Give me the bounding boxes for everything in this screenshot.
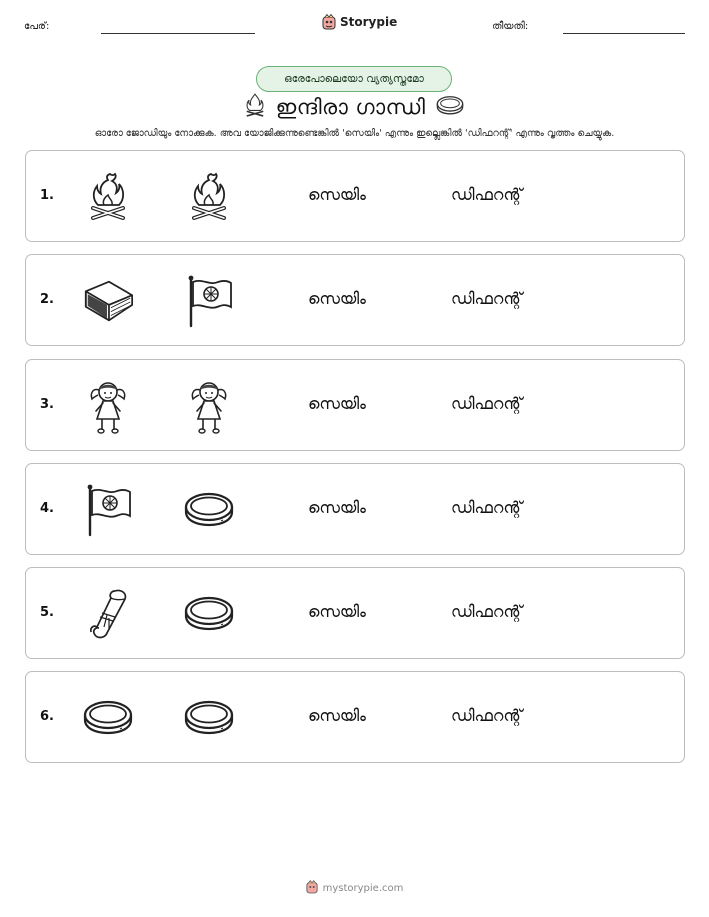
question-list bbox=[25, 150, 685, 776]
page-title: ഇന്ദിരാ ഗാന്ധി bbox=[275, 94, 426, 119]
flag-icon bbox=[181, 273, 237, 329]
question-row bbox=[25, 567, 685, 659]
name-line[interactable] bbox=[101, 33, 255, 34]
footer bbox=[0, 879, 709, 898]
storypie-logo-icon bbox=[322, 14, 336, 30]
row-number: 4. bbox=[40, 500, 54, 516]
row-number: 2. bbox=[40, 292, 54, 308]
date-line[interactable] bbox=[563, 33, 685, 34]
same-option[interactable]: സെയിം bbox=[308, 602, 366, 622]
storypie-footer-logo-icon bbox=[306, 879, 318, 898]
question-row bbox=[25, 150, 685, 242]
different-option[interactable]: ഡിഫറന്റ് bbox=[451, 393, 523, 413]
different-option[interactable]: ഡിഫറന്റ് bbox=[451, 185, 523, 204]
bangle-icon bbox=[181, 586, 237, 642]
flag-icon bbox=[80, 482, 136, 538]
question-row bbox=[25, 463, 685, 555]
footer-url: mystorypie.com bbox=[322, 883, 404, 894]
instructions: ഓരോ ജോഡിയും നോക്കുക. അവ യോജിക്കുന്നുണ്ടെങ്കിൽ 'സെയിം' എന്നും ഇല്ലെങ്കിൽ 'ഡിഫറന്റ്' എന്നും വൃത്തം ചെയ്യുക. bbox=[94, 128, 615, 139]
different-option[interactable]: ഡിഫറന്റ് bbox=[451, 289, 523, 309]
same-option[interactable]: സെയിം bbox=[308, 289, 366, 309]
different-option[interactable]: ഡിഫറന്റ് bbox=[451, 602, 523, 622]
question-row bbox=[25, 359, 685, 451]
activity-type-label: ഒരേപോലെയോ വ്യത്യസ്തമോ bbox=[284, 72, 424, 85]
name-label: പേര്: bbox=[24, 21, 50, 32]
book-icon bbox=[80, 273, 136, 329]
bangle-icon bbox=[181, 690, 237, 746]
row-number: 3. bbox=[40, 396, 54, 412]
different-option[interactable]: ഡിഫറന്റ് bbox=[451, 497, 523, 517]
question-row bbox=[25, 671, 685, 763]
title-row bbox=[0, 92, 709, 122]
doll-icon bbox=[181, 378, 237, 434]
brand-logo bbox=[322, 14, 397, 30]
brand-name: Storypie bbox=[340, 15, 398, 29]
question-row bbox=[25, 254, 685, 346]
bangle-title-icon bbox=[435, 94, 465, 120]
date-label: തീയതി: bbox=[492, 21, 529, 32]
same-option[interactable]: സെയിം bbox=[308, 393, 366, 413]
different-option[interactable]: ഡിഫറന്റ് bbox=[451, 706, 523, 726]
row-number: 1. bbox=[40, 188, 54, 203]
row-number: 5. bbox=[40, 605, 54, 621]
activity-type-pill bbox=[256, 66, 452, 92]
same-option[interactable]: സെയിം bbox=[308, 497, 366, 517]
bangle-icon bbox=[80, 690, 136, 746]
bangle-icon bbox=[181, 482, 237, 538]
same-option[interactable]: സെയിം bbox=[308, 706, 366, 726]
fire-icon bbox=[181, 169, 237, 225]
fire-icon bbox=[80, 169, 136, 225]
doll-icon bbox=[80, 378, 136, 434]
row-number: 6. bbox=[40, 709, 54, 725]
same-option[interactable]: സെയിം bbox=[308, 185, 366, 204]
fire-title-icon bbox=[244, 92, 266, 122]
scroll-icon bbox=[80, 586, 136, 642]
